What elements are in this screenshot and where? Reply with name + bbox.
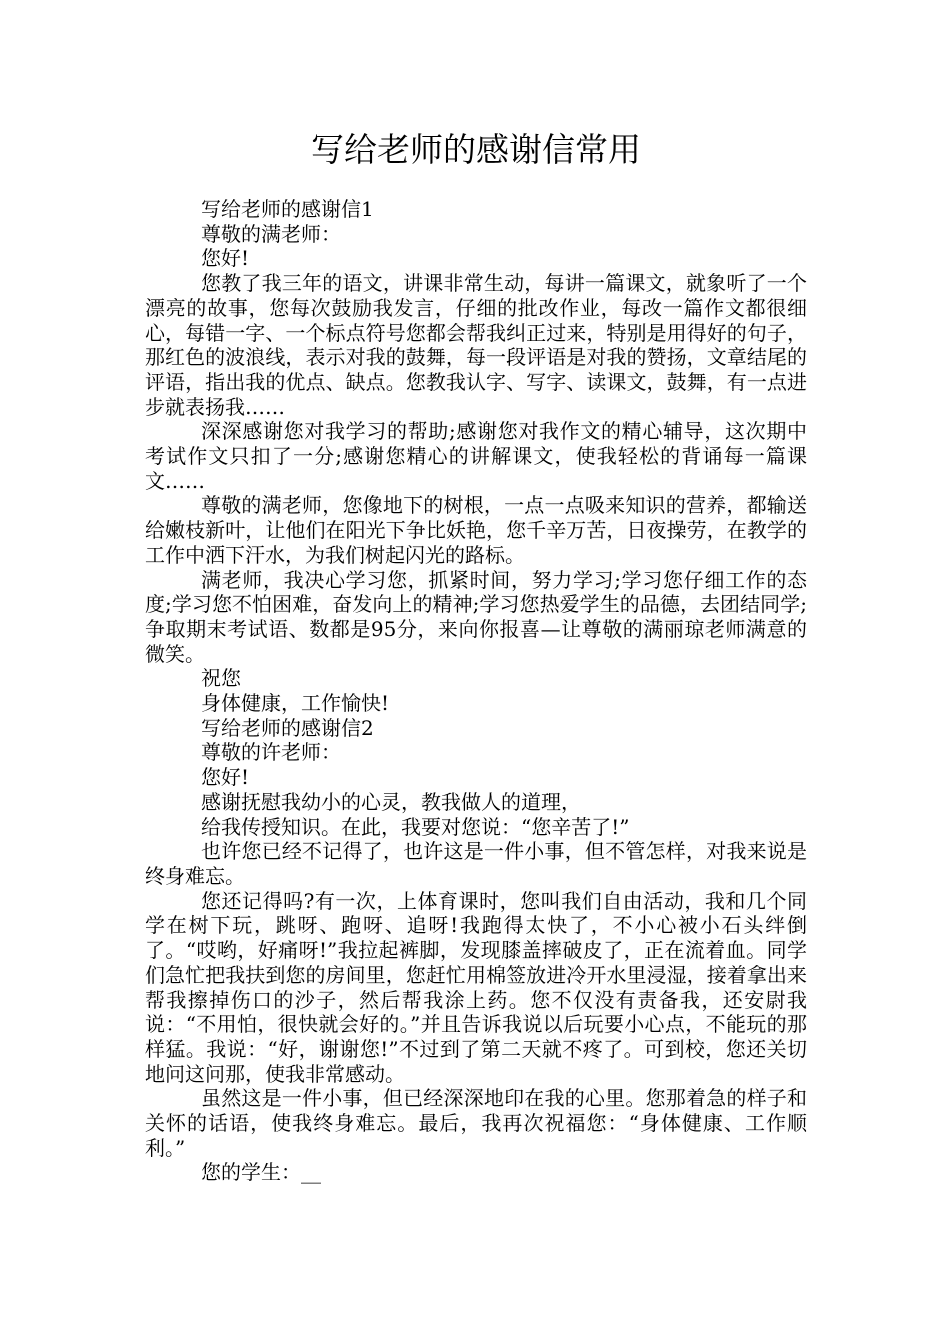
letter-2-paragraph: 虽然这是一件小事，但已经深深地印在我的心里。您那着急的样子和关怀的话语，使我终身难忘。最后，我再次祝福您：“身体健康、工作顺利。” [145, 1086, 807, 1160]
letter-1-salutation: 尊敬的满老师： [201, 221, 341, 246]
letter-1-paragraph: 满老师，我决心学习您，抓紧时间，努力学习;学习您仔细工作的态度;学习您不怕困难，奋发向上的精神;学习您热爱学生的品德，去团结同学;争取期末考试语、数都是95分，来向你报喜—让尊敬的满丽琼老师满意的微笑。 [145, 567, 807, 666]
letter-2-paragraph: 给我传授知识。在此，我要对您说：“您辛苦了!” [201, 814, 630, 839]
document-body [145, 197, 807, 1185]
letter-1-greeting: 您好! [201, 246, 250, 271]
letter-2-heading: 写给老师的感谢信2 [201, 715, 374, 740]
letter-1-paragraph: 您教了我三年的语文，讲课非常生动，每讲一篇课文，就象听了一个漂亮的故事，您每次鼓励我发言，仔细的批改作业，每改一篇作文都很细心，每错一字、一个标点符号您都会帮我纠正过来，特别是用得好的句子，那红色的波浪线，表示对我的鼓舞，每一段评语是对我的赞扬，文章结尾的评语，指出我的优点、缺点。您教我认字、写字、读课文，鼓舞，有一点进步就表扬我…… [145, 271, 807, 419]
letter-2-greeting: 您好! [201, 765, 250, 790]
letter-2-paragraph: 感谢抚慰我幼小的心灵，教我做人的道理， [201, 789, 581, 814]
letter-1-closing-wish: 身体健康，工作愉快! [201, 691, 390, 716]
letter-2-paragraph: 您还记得吗?有一次，上体育课时，您叫我们自由活动，我和几个同学在树下玩，跳呀、跑呀、追呀!我跑得太快了，不小心被小石头绊倒了。“哎哟，好痛呀!”我拉起裤脚，发现膝盖摔破皮了，正在流着血。同学们急忙把我扶到您的房间里，您赶忙用棉签放进冷开水里浸湿，接着拿出来帮我擦掉伤口的沙子，然后帮我涂上药。您不仅没有责备我，还安尉我说：“不用怕，很快就会好的。”并且告诉我说以后玩要小心点，不能玩的那样猛。我说：“好，谢谢您!”不过到了第二天就不疼了。可到校，您还关切地问这问那，使我非常感动。 [145, 888, 807, 1086]
letter-2-signature: 您的学生：__ [201, 1160, 321, 1185]
letter-1-heading: 写给老师的感谢信1 [201, 197, 374, 221]
letter-1-paragraph: 尊敬的满老师，您像地下的树根，一点一点吸来知识的营养，都输送给嫩枝新叶，让他们在阳光下争比妖艳，您千辛万苦，日夜操劳，在教学的工作中洒下汗水，为我们树起闪光的路标。 [145, 493, 807, 567]
document-title: 写给老师的感谢信常用 [311, 130, 641, 169]
letter-2-paragraph: 也许您已经不记得了，也许这是一件小事，但不管怎样，对我来说是终身难忘。 [145, 839, 807, 888]
letter-1-closing: 祝您 [201, 666, 241, 691]
letter-1-paragraph: 深深感谢您对我学习的帮助;感谢您对我作文的精心辅导，这次期中考试作文只扣了一分;感谢您精心的讲解课文，使我轻松的背诵每一篇课文…… [145, 419, 807, 493]
letter-2-salutation: 尊敬的许老师： [201, 740, 341, 765]
